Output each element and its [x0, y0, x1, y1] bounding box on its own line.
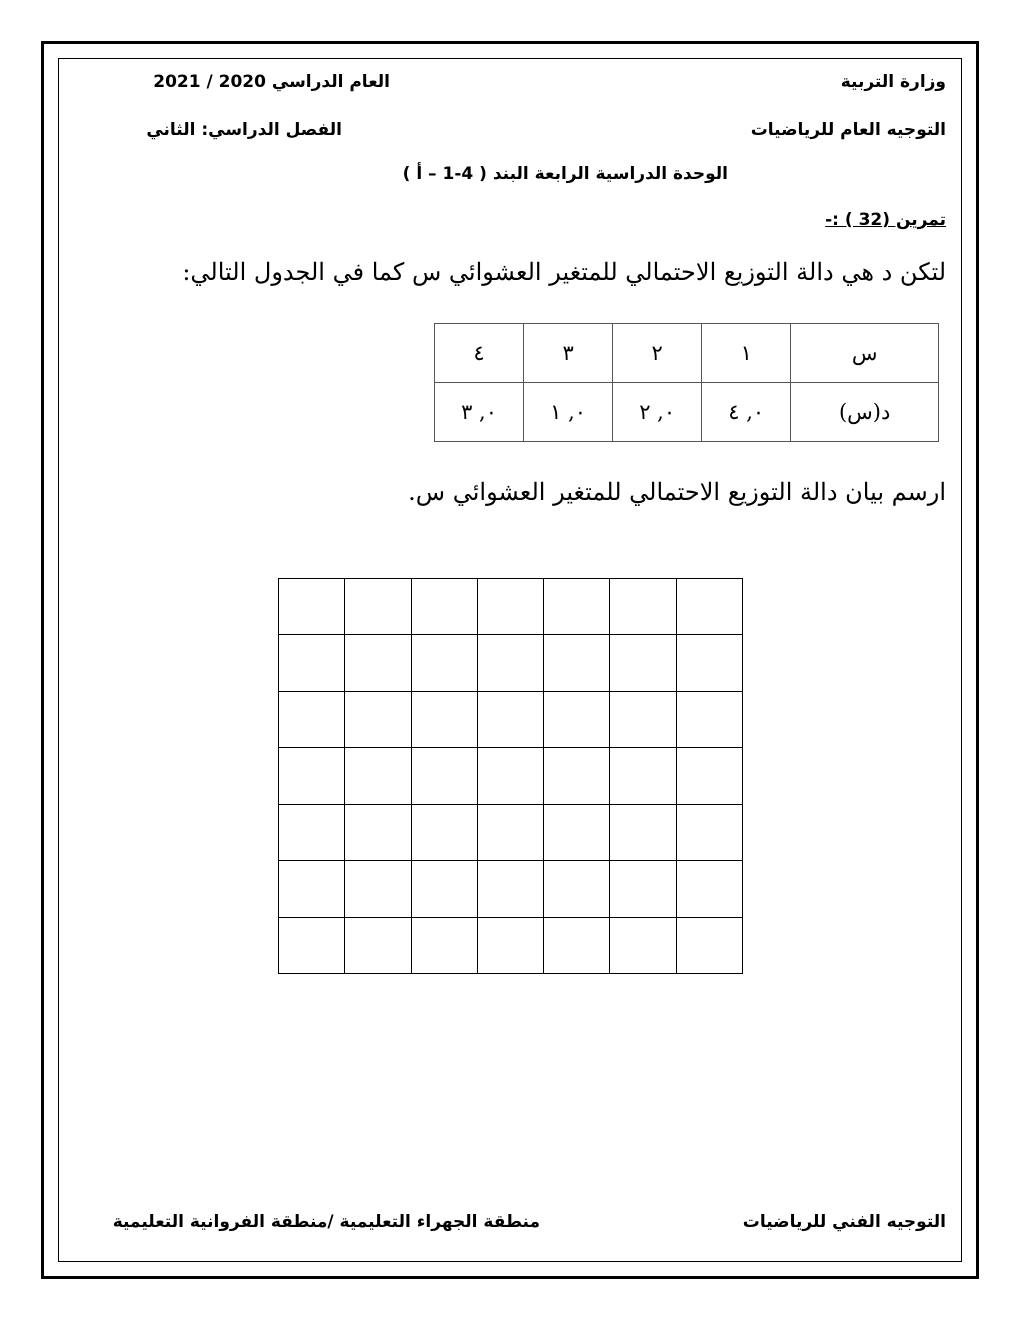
- grid-cell: [610, 748, 676, 804]
- grid-cell: [544, 635, 610, 691]
- grid-cell: [677, 579, 743, 635]
- grid-cell: [478, 918, 544, 974]
- grid-cell: [610, 918, 676, 974]
- table-row: [435, 324, 939, 383]
- grid-cell: [478, 692, 544, 748]
- exercise-task: ارسم بيان دالة التوزيع الاحتمالي للمتغير العشوائي س.: [408, 478, 946, 506]
- grid-cell: [610, 805, 676, 861]
- exercise-statement: لتكن د هي دالة التوزيع الاحتمالي للمتغير العشوائي س كما في الجدول التالي:: [182, 258, 946, 286]
- education-regions-label: منطقة الجهراء التعليمية /منطقة الفروانية التعليمية: [112, 1212, 540, 1232]
- x-value: ٣: [524, 324, 613, 383]
- distribution-table: [434, 323, 939, 442]
- grid-cell: [478, 579, 544, 635]
- grid-cell: [345, 861, 411, 917]
- grid-cell: [345, 635, 411, 691]
- grid-cell: [279, 805, 345, 861]
- grid-cell: [345, 692, 411, 748]
- exercise-title: تمرين (32 ) :-: [825, 210, 946, 230]
- grid-cell: [279, 918, 345, 974]
- table-header-dx: د(س): [791, 383, 939, 442]
- probability-value: ٠, ٢: [613, 383, 702, 442]
- grid-cell: [412, 692, 478, 748]
- grid-cell: [478, 748, 544, 804]
- grid-cell: [412, 635, 478, 691]
- grid-cell: [345, 748, 411, 804]
- graph-paper-grid: [278, 578, 743, 974]
- academic-year: العام الدراسي 2020 / 2021: [153, 72, 390, 92]
- grid-cell: [345, 805, 411, 861]
- grid-cell: [544, 918, 610, 974]
- grid-cell: [677, 861, 743, 917]
- grid-cell: [610, 635, 676, 691]
- grid-cell: [279, 579, 345, 635]
- probability-value: ٠, ٣: [435, 383, 524, 442]
- probability-value: ٠, ٤: [702, 383, 791, 442]
- grid-cell: [412, 861, 478, 917]
- grid-cell: [544, 579, 610, 635]
- x-value: ٤: [435, 324, 524, 383]
- grid-cell: [279, 748, 345, 804]
- grid-cell: [279, 861, 345, 917]
- grid-cell: [478, 861, 544, 917]
- grid-cell: [412, 748, 478, 804]
- grid-cell: [478, 805, 544, 861]
- x-value: ٢: [613, 324, 702, 383]
- grid-cell: [544, 692, 610, 748]
- unit-title: الوحدة الدراسية الرابعة البند ( 4-1 – أ ): [402, 164, 728, 184]
- grid-cell: [478, 635, 544, 691]
- grid-cell: [677, 692, 743, 748]
- table-row: [435, 383, 939, 442]
- probability-value: ٠, ١: [524, 383, 613, 442]
- grid-cell: [544, 861, 610, 917]
- grid-cell: [412, 579, 478, 635]
- grid-cell: [412, 918, 478, 974]
- grid-cell: [677, 635, 743, 691]
- grid-cell: [610, 579, 676, 635]
- grid-cell: [279, 635, 345, 691]
- grid-cell: [279, 692, 345, 748]
- grid-cell: [345, 579, 411, 635]
- table-header-x: س: [791, 324, 939, 383]
- grid-cell: [544, 748, 610, 804]
- x-value: ١: [702, 324, 791, 383]
- ministry-label: وزارة التربية: [840, 72, 946, 92]
- grid-cell: [544, 805, 610, 861]
- grid-cell: [677, 918, 743, 974]
- grid-cell: [677, 805, 743, 861]
- grid-cell: [345, 918, 411, 974]
- general-guidance-label: التوجيه العام للرياضيات: [750, 120, 946, 140]
- grid-cell: [412, 805, 478, 861]
- technical-guidance-label: التوجيه الفني للرياضيات: [742, 1212, 946, 1232]
- semester-label: الفصل الدراسي: الثاني: [146, 120, 342, 140]
- grid-cell: [677, 748, 743, 804]
- grid-cell: [610, 692, 676, 748]
- grid-cell: [610, 861, 676, 917]
